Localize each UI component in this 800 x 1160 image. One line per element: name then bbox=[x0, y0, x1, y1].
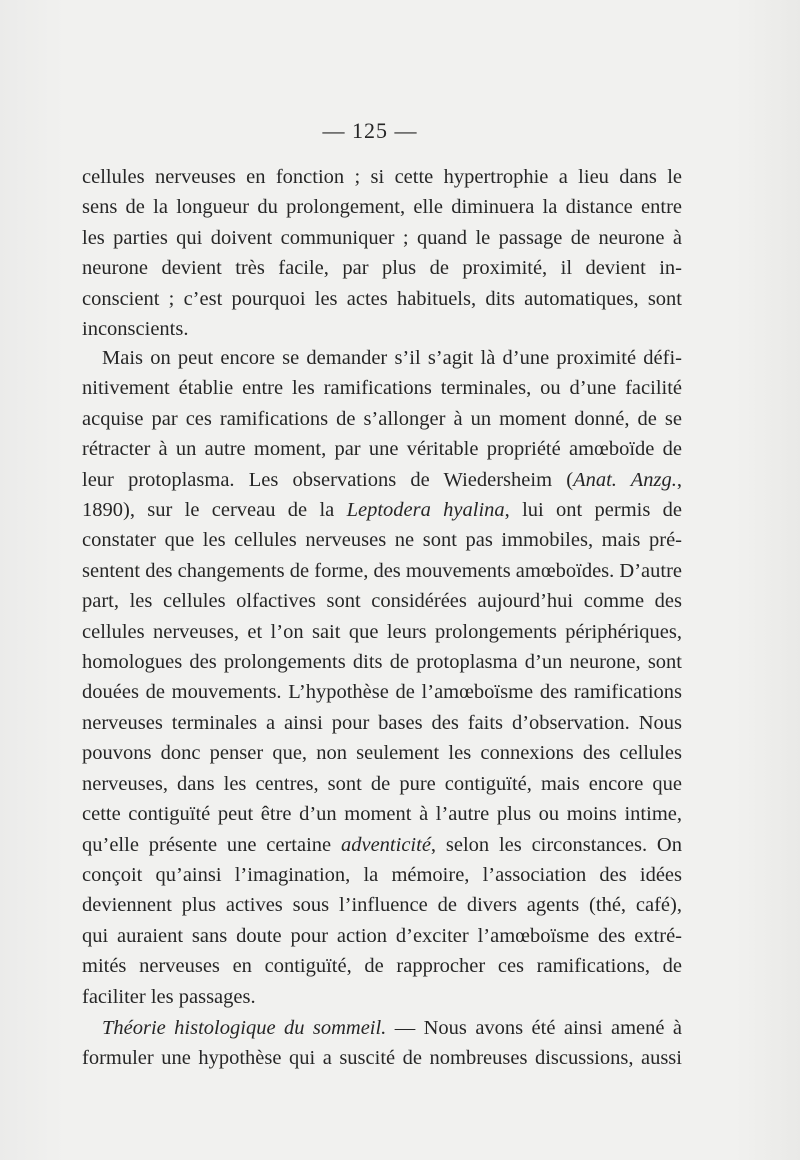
text-line: cellules nerveuses, et l’on sait que leurs prolongements périphériques, bbox=[82, 620, 682, 643]
text-line: les parties qui doivent communiquer ; quand le passage de neurone à bbox=[82, 226, 682, 249]
text-line: nerveuses terminales a ainsi pour bases des faits d’observation. Nous bbox=[82, 711, 682, 734]
section-heading-italic: Théorie histologique du sommeil. bbox=[102, 1017, 387, 1039]
text-line: cellules nerveuses en fonction ; si cette hypertrophie a lieu dans le bbox=[82, 166, 682, 188]
species-italic: Leptodera hyalina bbox=[346, 499, 505, 522]
text-line: rétracter à un autre moment, par une véritable propriété amœboïde de bbox=[82, 438, 682, 461]
text-line bbox=[82, 830, 682, 860]
text-line: conçoit qu’ainsi l’imagination, la mémoire, l’association des idées bbox=[82, 863, 682, 886]
citation-italic: Anat. Anzg. bbox=[573, 468, 677, 491]
text-span: — Nous avons été ainsi amené à bbox=[386, 1017, 682, 1039]
text-line: qui auraient sans doute pour action d’exciter l’amœboïsme des extré- bbox=[82, 924, 682, 947]
paragraph-3 bbox=[82, 1013, 682, 1074]
paragraph-2 bbox=[82, 343, 682, 1012]
text-span: , bbox=[676, 468, 682, 491]
text-line: nitivement établie entre les ramifications terminales, ou d’une facilité bbox=[82, 377, 682, 400]
text-line: Mais on peut encore se demander s’il s’agit là d’une proximité défi- bbox=[102, 347, 682, 369]
text-span: , lui ont permis de bbox=[504, 499, 683, 522]
text-line: sens de la longueur du prolongement, elle diminuera la distance entre bbox=[82, 196, 682, 219]
text-line: mités nerveuses en contiguïté, de rapprocher ces ramifications, de bbox=[82, 955, 682, 978]
text-line: neurone devient très facile, par plus de proximité, il devient in- bbox=[82, 257, 682, 280]
text-line: part, les cellules olfactives sont considérées aujourd’hui comme des bbox=[82, 590, 682, 613]
term-italic: adventicité bbox=[340, 833, 431, 856]
paragraph-1 bbox=[82, 162, 682, 344]
text-line: deviennent plus actives sous l’influence de divers agents (thé, café), bbox=[82, 894, 682, 917]
text-span: leur protoplasma. Les observations de Wiedersheim ( bbox=[82, 468, 574, 491]
text-line: inconscients. bbox=[82, 318, 189, 341]
text-line: douées de mouvements. L’hypothèse de l’amœboïsme des ramifications bbox=[82, 681, 682, 704]
text-line: conscient ; c’est pourquoi les actes habituels, dits automatiques, sont bbox=[82, 287, 682, 310]
text-line: formuler une hypothèse qui a suscité de nombreuses discussions, aussi bbox=[82, 1047, 682, 1070]
text-line: pouvons donc penser que, non seulement les connexions des cellules bbox=[82, 742, 682, 765]
text-span: 1890), sur le cerveau de la bbox=[82, 499, 347, 522]
text-line: sentent des changements de forme, des mouvements amœboïdes. D’autre bbox=[82, 559, 683, 582]
text-line bbox=[82, 1013, 682, 1043]
text-line: nerveuses, dans les centres, sont de pure contiguïté, mais encore que bbox=[82, 772, 682, 795]
text-line bbox=[82, 495, 682, 525]
text-line bbox=[82, 465, 682, 495]
page-number: — 125 — bbox=[322, 118, 418, 143]
text-line: cette contiguïté peut être d’un moment à l’autre plus ou moins intime, bbox=[82, 803, 682, 826]
text-line: acquise par ces ramifications de s’allonger à un moment donné, de se bbox=[82, 407, 682, 430]
text-line: faciliter les passages. bbox=[82, 985, 256, 1008]
text-line: constater que les cellules nerveuses ne sont pas immobiles, mais pré- bbox=[82, 529, 682, 552]
text-span: qu’elle présente une certaine bbox=[82, 833, 341, 856]
text-line: homologues des prolongements dits de protoplasma d’un neurone, sont bbox=[82, 651, 682, 674]
text-span: , selon les circonstances. On bbox=[430, 833, 682, 856]
